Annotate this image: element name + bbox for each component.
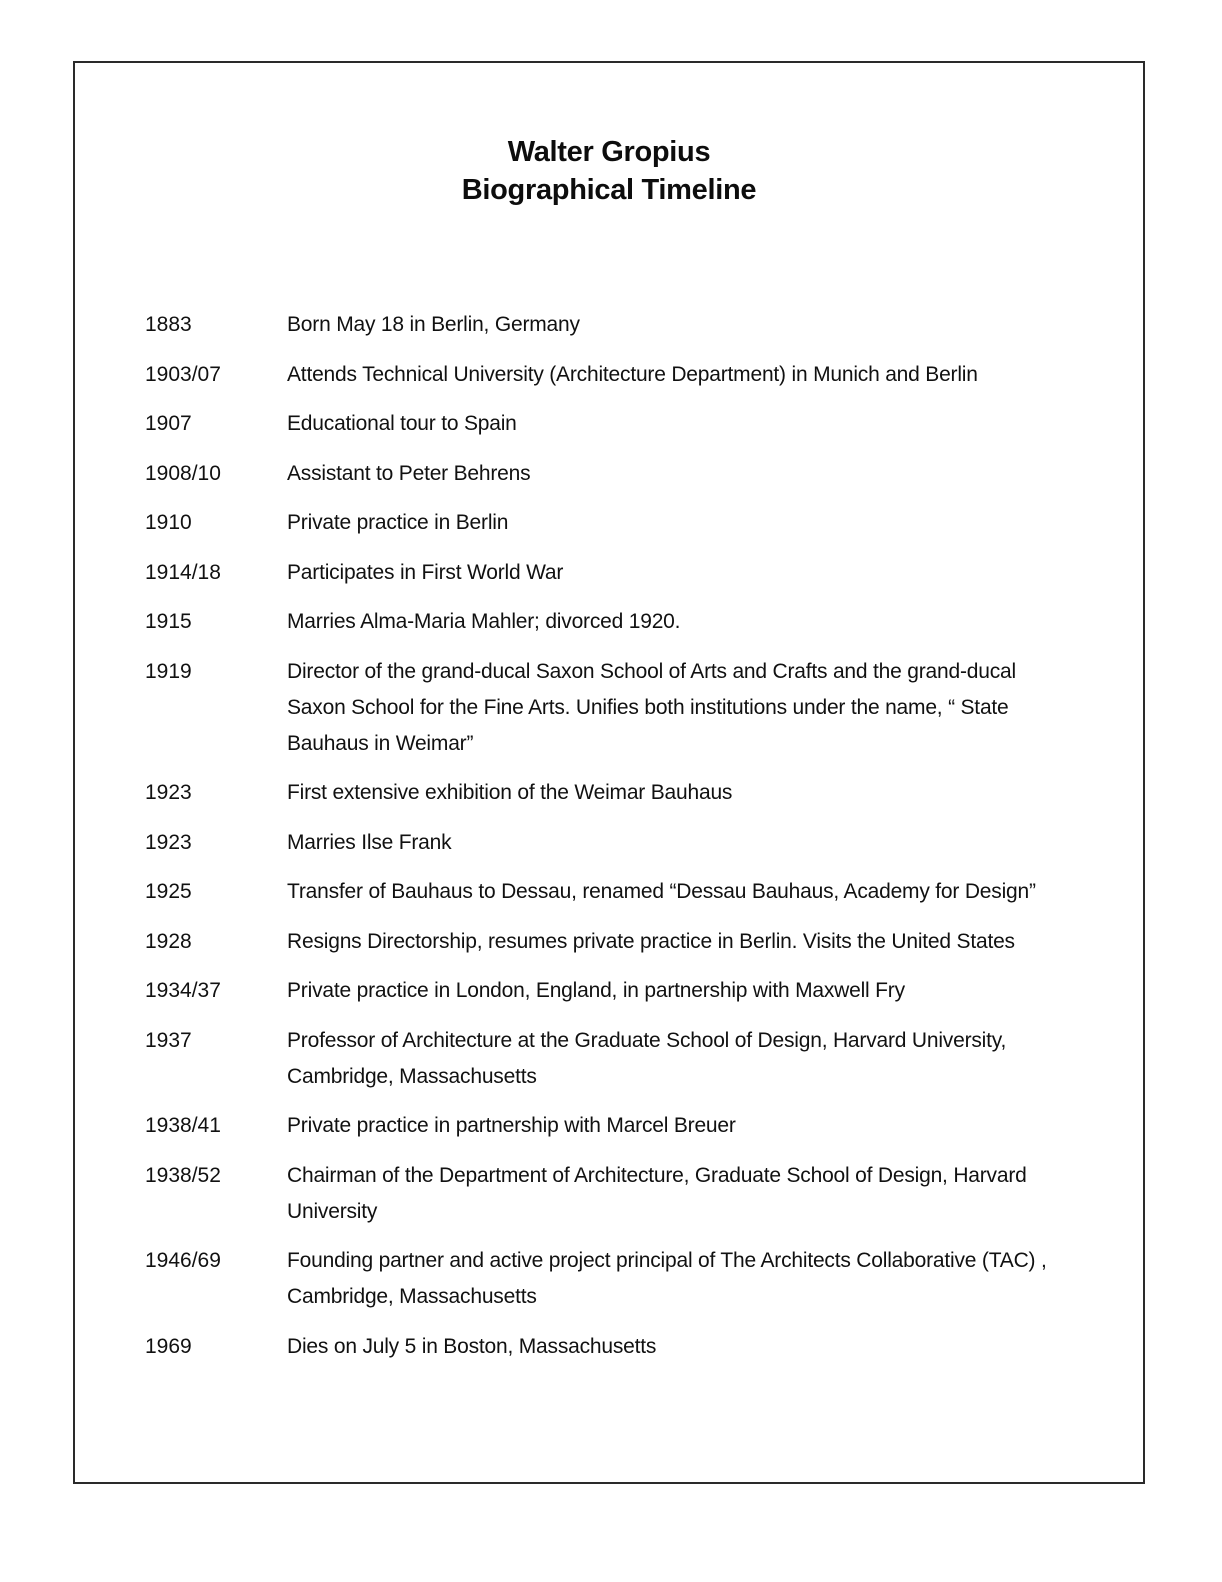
timeline-description: Private practice in London, England, in partnership with Maxwell Fry <box>287 979 905 1002</box>
timeline-year: 1903/07 <box>145 362 221 386</box>
document-title: Walter Gropius <box>507 136 711 168</box>
timeline-entry <box>145 555 1065 591</box>
timeline-description: Founding partner and active project principal of The Architects Collaborative (TAC) , Cambridge, Massachusetts <box>287 1249 1047 1308</box>
timeline-entry <box>145 924 1065 960</box>
timeline-entry <box>145 874 1065 910</box>
timeline-year: 1923 <box>145 830 192 854</box>
timeline-description: Born May 18 in Berlin, Germany <box>287 313 580 336</box>
timeline-year: 1923 <box>145 781 192 804</box>
timeline-entry <box>145 406 1065 442</box>
document-frame <box>73 61 1145 1484</box>
timeline-year: 1928 <box>145 929 192 953</box>
timeline-entry <box>145 604 1065 640</box>
timeline-year: 1937 <box>145 1028 192 1052</box>
document-subtitle: Biographical Timeline <box>461 174 757 206</box>
timeline-year: 1919 <box>145 659 192 683</box>
timeline-entry <box>145 1329 1065 1365</box>
timeline-year: 1908/10 <box>145 461 221 485</box>
timeline-description: Director of the grand-ducal Saxon School of Arts and Crafts and the grand-ducal Saxon School for the Fine Arts. Unifies both institutions under the name, “ State Bauhaus in Weimar” <box>287 659 1016 755</box>
timeline-year: 1925 <box>145 880 192 903</box>
timeline-year: 1946/69 <box>145 1249 221 1272</box>
timeline-description: Assistant to Peter Behrens <box>287 461 531 485</box>
timeline-description: Participates in First World War <box>287 560 564 584</box>
timeline-description: Resigns Directorship, resumes private practice in Berlin. Visits the United States <box>287 929 1015 953</box>
timeline-year: 1934/37 <box>145 979 221 1002</box>
timeline-description: Private practice in Berlin <box>287 511 509 534</box>
timeline-description: Attends Technical University (Architecture Department) in Munich and Berlin <box>287 362 978 386</box>
timeline-entry <box>145 1023 1065 1095</box>
timeline-year: 1907 <box>145 412 192 435</box>
timeline-entry <box>145 825 1065 861</box>
timeline-entry <box>145 505 1065 541</box>
timeline-description: First extensive exhibition of the Weimar Bauhaus <box>287 781 733 804</box>
timeline-list <box>145 307 1065 1378</box>
timeline-entry <box>145 456 1065 492</box>
timeline-description: Transfer of Bauhaus to Dessau, renamed “Dessau Bauhaus, Academy for Design” <box>287 880 1036 903</box>
timeline-entry <box>145 1158 1065 1230</box>
timeline-description: Private practice in partnership with Marcel Breuer <box>287 1114 736 1137</box>
timeline-entry <box>145 654 1065 762</box>
timeline-year: 1938/41 <box>145 1114 221 1137</box>
timeline-year: 1914/18 <box>145 560 221 584</box>
timeline-year: 1915 <box>145 610 192 633</box>
timeline-entry <box>145 973 1065 1009</box>
timeline-entry <box>145 307 1065 343</box>
timeline-year: 1883 <box>145 313 192 336</box>
timeline-year: 1938/52 <box>145 1163 221 1187</box>
timeline-description: Professor of Architecture at the Graduate School of Design, Harvard University, Cambridge, Massachusetts <box>287 1028 1007 1088</box>
timeline-description: Marries Alma-Maria Mahler; divorced 1920. <box>287 610 681 633</box>
timeline-description: Marries Ilse Frank <box>287 830 452 854</box>
timeline-entry <box>145 775 1065 811</box>
timeline-year: 1969 <box>145 1334 192 1358</box>
timeline-description: Dies on July 5 in Boston, Massachusetts <box>287 1334 657 1358</box>
timeline-entry <box>145 1243 1065 1315</box>
timeline-description: Educational tour to Spain <box>287 412 517 435</box>
timeline-description: Chairman of the Department of Architecture, Graduate School of Design, Harvard University <box>287 1163 1027 1223</box>
title-block <box>75 133 1143 209</box>
timeline-entry <box>145 357 1065 393</box>
timeline-entry <box>145 1108 1065 1144</box>
timeline-year: 1910 <box>145 511 192 534</box>
